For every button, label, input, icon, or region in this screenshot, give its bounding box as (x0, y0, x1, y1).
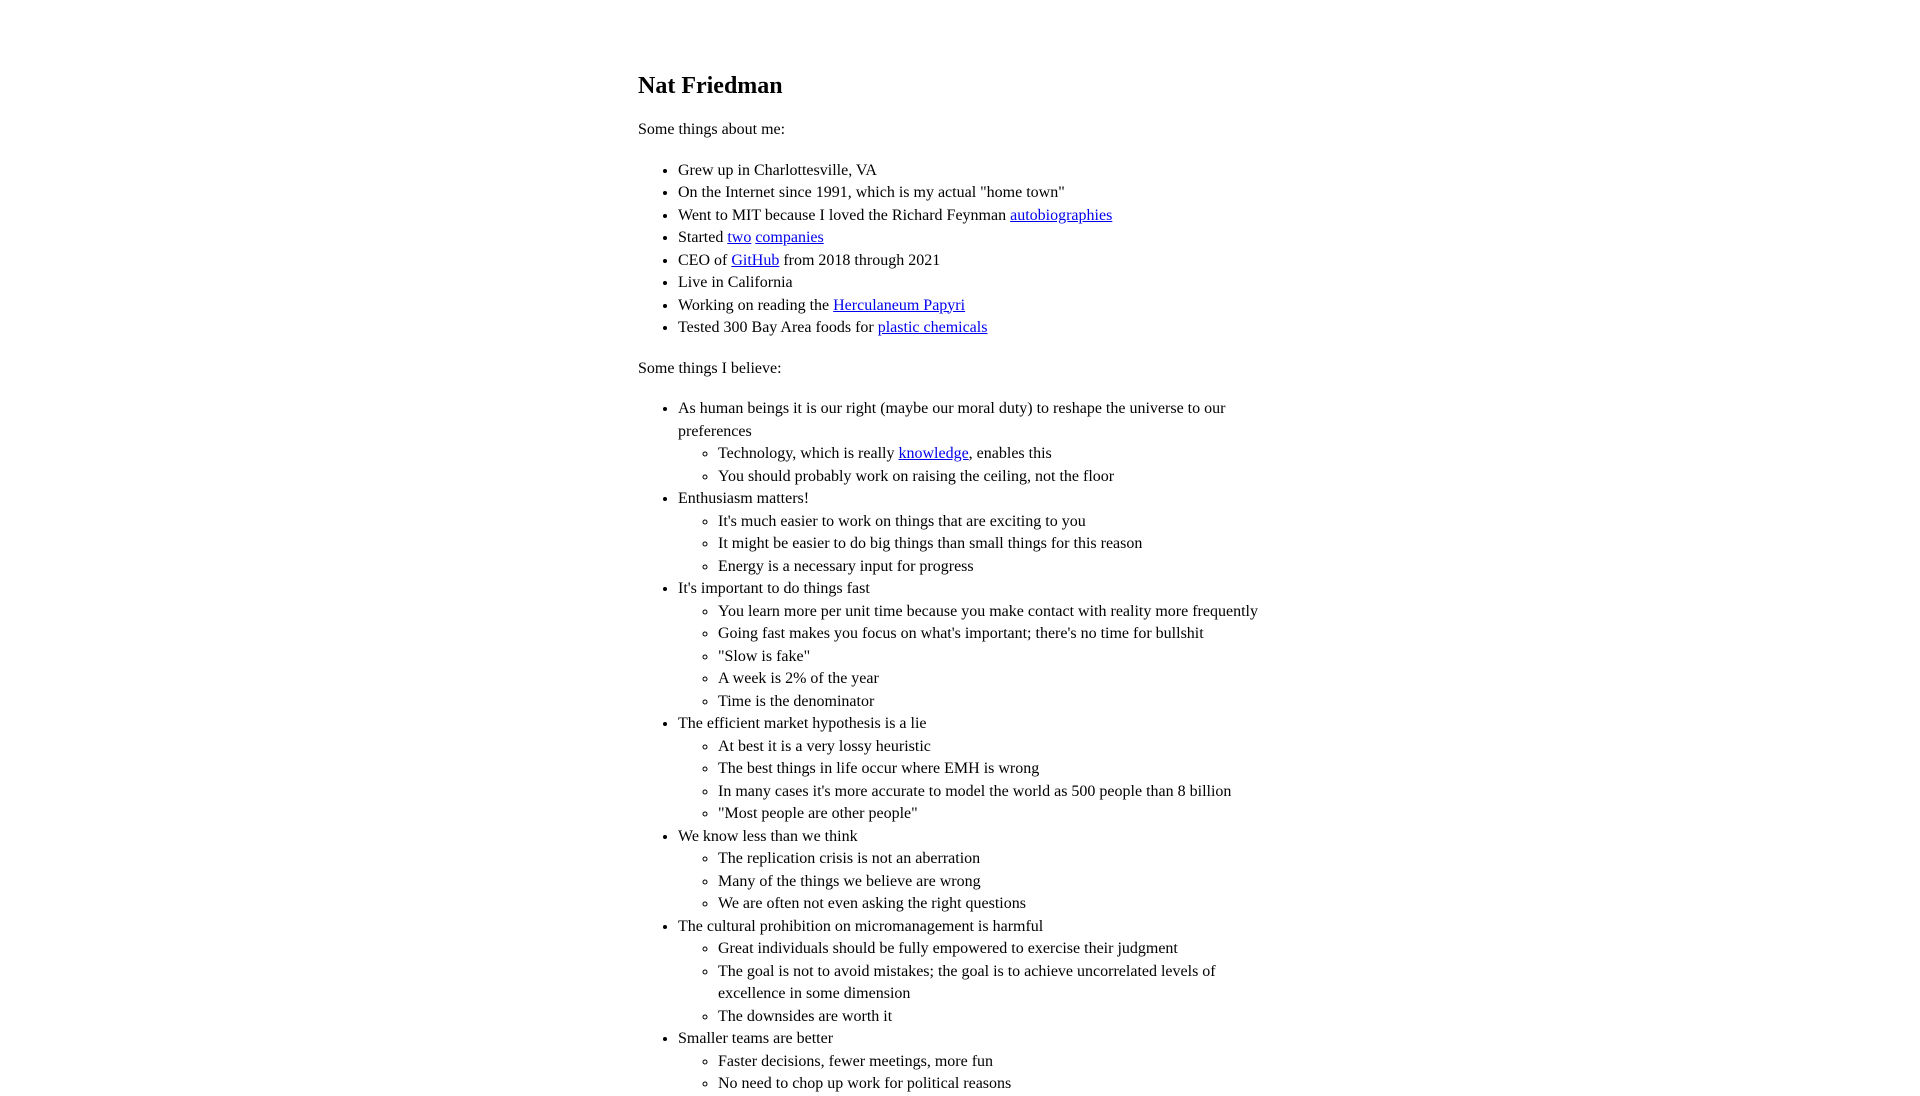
belief-subitem: ◦ A week is 2% of the year (718, 668, 1280, 691)
belief-subitem: ◦ The replication crisis is not an aberration (718, 848, 1280, 871)
belief-sublist (678, 1051, 1280, 1096)
belief-subitem: ◦ "Most people are other people" (718, 803, 1280, 826)
autobiographies-link[interactable]: autobiographies (1010, 206, 1113, 224)
belief-subitem: ◦ Technology, which is really knowledge, enables this (718, 443, 1280, 466)
belief-item: • The efficient market hypothesis is a lie ◦ At best it is a very lossy heuristic ◦ The best things in life occur where EMH is wrong ◦ In many cases it's more accurate to model the world as 500 people than 8 billion ◦ "Most people are other people" (678, 713, 1280, 826)
belief-subitem: ◦ The best things in life occur where EMH is wrong (718, 758, 1280, 781)
about-item: • On the Internet since 1991, which is my actual "home town" (678, 182, 1280, 205)
page-title: Nat Friedman (638, 73, 783, 99)
belief-subitem: ◦ The goal is not to avoid mistakes; the goal is to achieve uncorrelated levels of excellence in some dimension (718, 961, 1280, 1006)
about-heading: Some things about me: (638, 121, 786, 138)
about-item: • Tested 300 Bay Area foods for plastic chemicals (678, 317, 1280, 340)
belief-item: • As human beings it is our right (maybe our moral duty) to reshape the universe to our preferences ◦ Technology, which is really knowledge, enables this ◦ You should probably work on raising the ceiling, not the floor (678, 398, 1280, 488)
belief-subitem: ◦ It's much easier to work on things that are exciting to you (718, 511, 1280, 534)
belief-subitem: ◦ The downsides are worth it (718, 1006, 1280, 1029)
belief-item: • Smaller teams are better ◦ Faster decisions, fewer meetings, more fun ◦ No need to chop up work for political reasons (678, 1028, 1280, 1096)
belief-item: • It's important to do things fast ◦ You learn more per unit time because you make contact with reality more frequently ◦ Going fast makes you focus on what's important; there's no time for bullshit ◦ "Slow is fake" ◦ A week is 2% of the year ◦ Time is the denominator (678, 578, 1280, 713)
belief-subitem: ◦ Energy is a necessary input for progress (718, 556, 1280, 579)
belief-sublist (678, 736, 1280, 826)
belief-item: • The cultural prohibition on micromanagement is harmful ◦ Great individuals should be fully empowered to exercise their judgment ◦ The goal is not to avoid mistakes; the goal is to achieve uncorrelated levels of excellence in some dimension ◦ The downsides are worth it (678, 916, 1280, 1029)
belief-subitem: ◦ It might be easier to do big things than small things for this reason (718, 533, 1280, 556)
page-content (638, 0, 1280, 1096)
belief-sublist (678, 848, 1280, 916)
about-item: • Live in California (678, 272, 1280, 295)
about-item: • Went to MIT because I loved the Richard Feynman autobiographies (678, 205, 1280, 228)
beliefs-heading: Some things I believe: (638, 359, 782, 377)
belief-subitem: ◦ Time is the denominator (718, 691, 1280, 714)
about-item: • Started two companies (678, 227, 1280, 250)
belief-subitem: ◦ No need to chop up work for political reasons (718, 1073, 1280, 1096)
belief-subitem: ◦ At best it is a very lossy heuristic (718, 736, 1280, 759)
companies-link[interactable]: companies (755, 229, 824, 246)
belief-subitem: ◦ Faster decisions, fewer meetings, more fun (718, 1051, 1280, 1074)
knowledge-link[interactable]: knowledge (898, 445, 969, 462)
two-link[interactable]: two (727, 229, 752, 246)
about-item: • CEO of GitHub from 2018 through 2021 (678, 250, 1280, 273)
about-list (638, 160, 1280, 340)
belief-item: • We know less than we think ◦ The replication crisis is not an aberration ◦ Many of the things we believe are wrong ◦ We are often not even asking the right questions (678, 826, 1280, 916)
belief-subitem: ◦ You learn more per unit time because you make contact with reality more frequently (718, 601, 1280, 624)
belief-subitem: ◦ Going fast makes you focus on what's important; there's no time for bullshit (718, 623, 1280, 646)
belief-sublist (678, 443, 1280, 488)
belief-subitem: ◦ You should probably work on raising the ceiling, not the floor (718, 466, 1280, 489)
about-item: • Working on reading the Herculaneum Papyri (678, 295, 1280, 318)
github-link[interactable]: GitHub (731, 251, 780, 269)
belief-sublist (678, 938, 1280, 1028)
beliefs-list (638, 398, 1280, 1096)
belief-subitem: ◦ Many of the things we believe are wrong (718, 871, 1280, 894)
belief-subitem: ◦ In many cases it's more accurate to model the world as 500 people than 8 billion (718, 781, 1280, 804)
belief-item: • Enthusiasm matters! ◦ It's much easier to work on things that are exciting to you ◦ It might be easier to do big things than small things for this reason ◦ Energy is a necessary input for progress (678, 488, 1280, 578)
herculaneum-papyri-link[interactable]: Herculaneum Papyri (833, 296, 966, 314)
plastic-chemicals-link[interactable]: plastic chemicals (877, 319, 988, 336)
belief-sublist (678, 601, 1280, 714)
belief-subitem: ◦ Great individuals should be fully empowered to exercise their judgment (718, 938, 1280, 961)
belief-subitem: ◦ We are often not even asking the right questions (718, 893, 1280, 916)
belief-sublist (678, 511, 1280, 579)
belief-subitem: ◦ "Slow is fake" (718, 646, 1280, 669)
about-item: • Grew up in Charlottesville, VA (678, 160, 1280, 183)
